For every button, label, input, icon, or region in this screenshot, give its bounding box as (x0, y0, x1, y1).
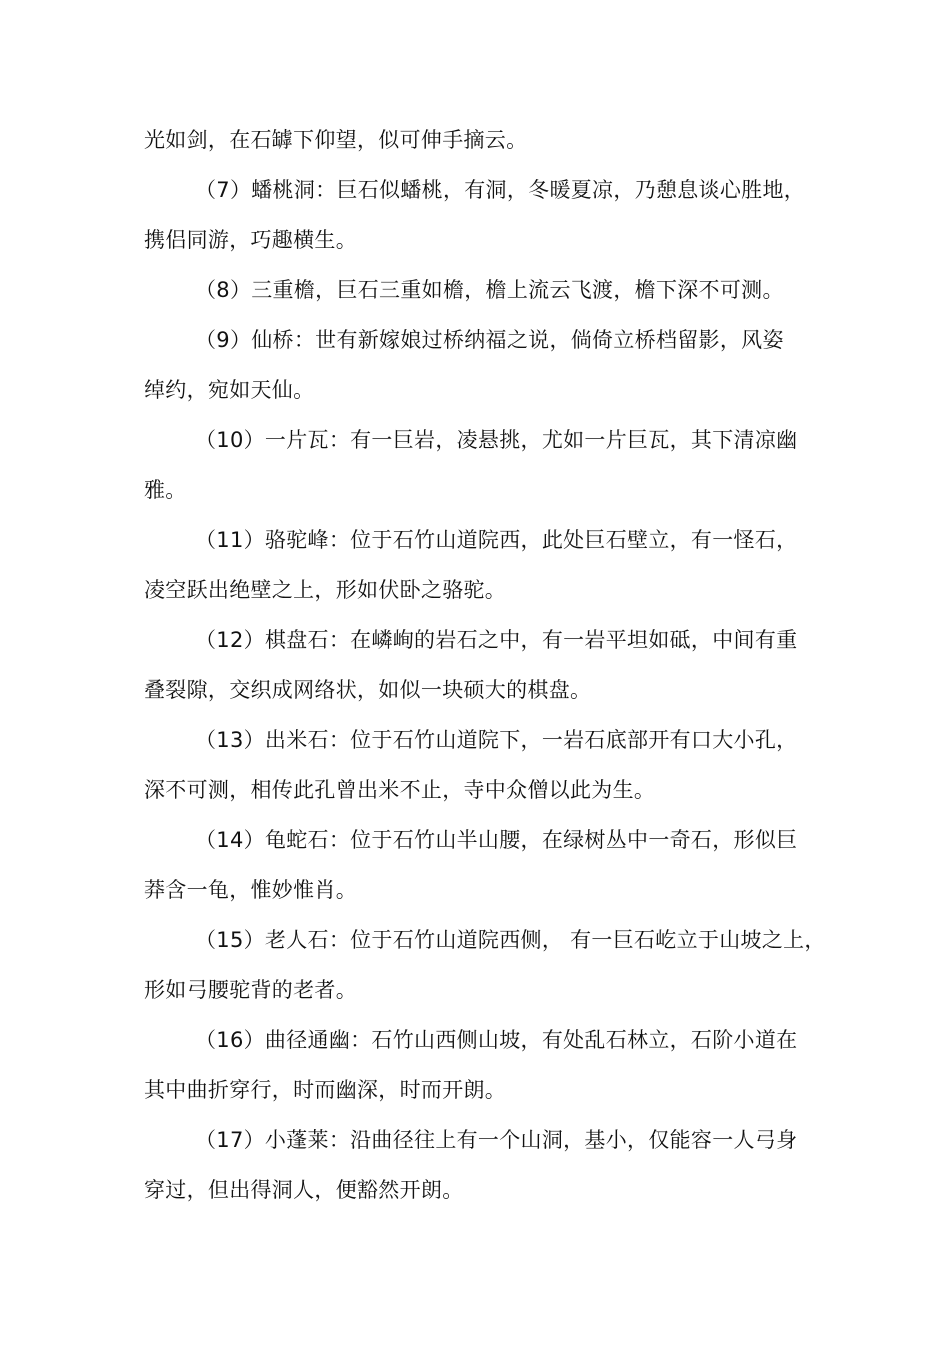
paragraph-17-line-2: 穿过，但出得洞人，便豁然开朗。 (144, 1178, 464, 1202)
paragraph-15-line-1: （15）老人石：位于石竹山道院西侧， 有一巨石屹立于山坡之上， (195, 928, 826, 952)
paragraph-12-line-2: 叠裂隙，交织成网络状，如似一块硕大的棋盘。 (144, 678, 592, 702)
paragraph-16-line-1: （16）曲径通幽：石竹山西侧山坡，有处乱石林立，石阶小道在 (195, 1028, 798, 1052)
paragraph-9-line-2: 绰约，宛如天仙。 (144, 378, 315, 402)
paragraph-7-line-2: 携侣同游，巧趣横生。 (144, 228, 357, 252)
paragraph-13-line-2: 深不可测，相传此孔曾出米不止，寺中众僧以此为生。 (144, 778, 656, 802)
paragraph-14-line-2: 莽含一龟，惟妙惟肖。 (144, 878, 357, 902)
paragraph-10-line-1: （10）一片瓦：有一巨岩，凌悬挑，尤如一片巨瓦，其下清凉幽 (195, 428, 798, 452)
paragraph-14-line-1: （14）龟蛇石：位于石竹山半山腰，在绿树丛中一奇石，形似巨 (195, 828, 798, 852)
paragraph-11-line-2: 凌空跃出绝壁之上，形如伏卧之骆驼。 (144, 578, 507, 602)
paragraph-9-line-1: （9）仙桥：世有新嫁娘过桥纳福之说，倘倚立桥档留影，风姿 (195, 328, 784, 352)
paragraph-12-line-1: （12）棋盘石：在嶙峋的岩石之中，有一岩平坦如砥，中间有重 (195, 628, 798, 652)
paragraph-6-line-2: 光如剑，在石罅下仰望，似可伸手摘云。 (144, 128, 528, 152)
paragraph-10-line-2: 雅。 (144, 478, 187, 502)
paragraph-16-line-2: 其中曲折穿行，时而幽深，时而开朗。 (144, 1078, 507, 1102)
paragraph-15-line-2: 形如弓腰驼背的老者。 (144, 978, 357, 1002)
paragraph-13-line-1: （13）出米石：位于石竹山道院下，一岩石底部开有口大小孔， (195, 728, 798, 752)
paragraph-8-line-1: （8）三重檐，巨石三重如檐，檐上流云飞渡，檐下深不可测。 (195, 278, 784, 302)
paragraph-7-line-1: （7）蟠桃洞：巨石似蟠桃，有洞，冬暖夏凉，乃憩息谈心胜地， (195, 178, 806, 202)
paragraph-11-line-1: （11）骆驼峰：位于石竹山道院西，此处巨石壁立，有一怪石， (195, 528, 798, 552)
paragraph-17-line-1: （17）小蓬莱：沿曲径往上有一个山洞，基小，仅能容一人弓身 (195, 1128, 798, 1152)
